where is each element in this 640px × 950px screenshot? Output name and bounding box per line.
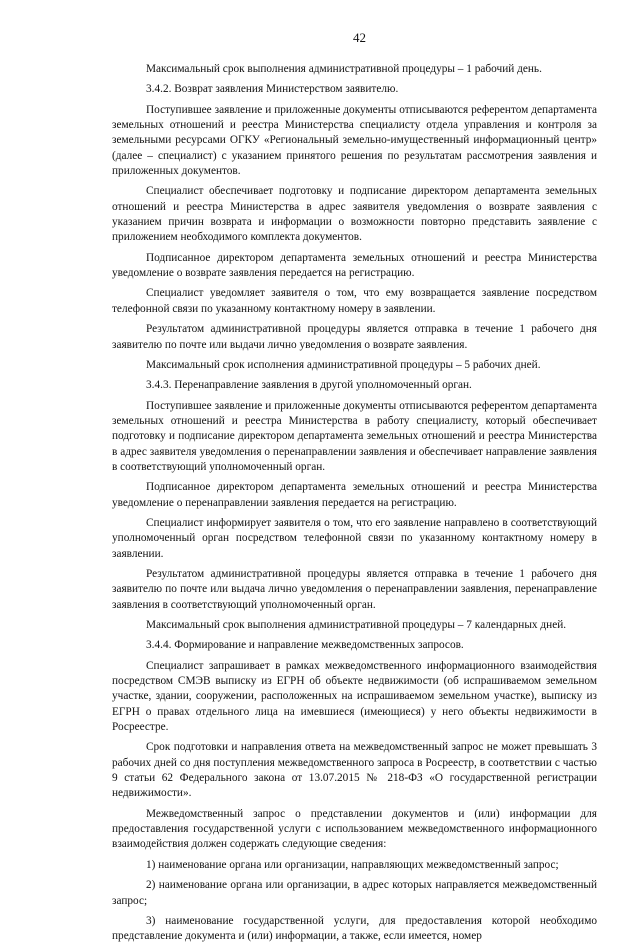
paragraph: Результатом административной процедуры является отправка в течение 1 рабочего дня заявителю по почте или выдачи лично уведомления о возврате заявления. — [112, 323, 597, 351]
section-heading-3-4-4: 3.4.4. Формирование и направление межведомственных запросов. — [146, 639, 464, 652]
list-item: 1) наименование органа или организации, направляющих межведомственный запрос; — [146, 858, 559, 871]
paragraph: Максимальный срок исполнения административной процедуры – 5 рабочих дней. — [146, 358, 541, 371]
paragraph: Результатом административной процедуры является отправка в течение 1 рабочего дня заявителю по почте или выдача лично уведомления о перенаправлении заявления, перенаправление заявления в соответствующий уполномоченный орган. — [112, 567, 597, 611]
paragraph: Специалист обеспечивает подготовку и подписание директором департамента земельных отношений и реестра Министерства в адрес заявителя уведомления о возврате заявления с указанием причин возврата и информации о возможности повторно представить заявление с приложением необходимого комплекта документов. — [112, 185, 597, 244]
paragraph: Поступившее заявление и приложенные документы отписываются референтом департамента земельных отношений и реестра Министерства специалисту отдела управления и контроля за земельными ресурсами ОГКУ «Региональный земельно-имущественный информационный центр» (далее – специалист) с указанием принятого решения по результатам рассмотрения заявления и приложенных документов. — [112, 103, 597, 178]
section-heading-3-4-3: 3.4.3. Перенаправление заявления в другой уполномоченный орган. — [146, 379, 472, 392]
paragraph: Специалист уведомляет заявителя о том, что ему возвращается заявление посредством телефонной связи по указанному контактному номеру в заявлении. — [112, 287, 597, 315]
paragraph: Максимальный срок выполнения административной процедуры – 7 календарных дней. — [146, 619, 567, 631]
page-number: 42 — [353, 30, 366, 45]
paragraph: Специалист информирует заявителя о том, что его заявление направлено в соответствующий уполномоченный орган посредством телефонной связи по указанному контактному номеру в заявлении. — [112, 516, 597, 560]
paragraph: Подписанное директором департамента земельных отношений и реестра Министерства уведомление о возврате заявления передается на регистрацию. — [112, 251, 597, 280]
paragraph-max-term-1-day: Максимальный срок выполнения административной процедуры – 1 рабочий день. — [146, 63, 542, 75]
section-heading-3-4-2: 3.4.2. Возврат заявления Министерством заявителю. — [146, 83, 399, 96]
paragraph: Поступившее заявление и приложенные документы отписываются референтом департамента земельных отношений и реестра Министерства в работу специалисту, который обеспечивает подготовку и подписание директором департамента земельных отношений и реестра Министерства в адрес заявителя уведомления о перенаправлении заявления и обеспечивает направление заявления в соответствующий уполномоченный орган. — [112, 399, 597, 473]
paragraph: Межведомственный запрос о представлении документов и (или) информации для предоставления государственной услуги с использованием межведомственного информационного взаимодействия должен содержать следующие сведения: — [112, 807, 597, 851]
paragraph: Подписанное директором департамента земельных отношений и реестра Министерства уведомление о перенаправлении заявления передается на регистрацию. — [112, 481, 597, 509]
paragraph: Срок подготовки и направления ответа на межведомственный запрос не может превышать 3 рабочих дней со дня поступления межведомственного запроса в Росреестр, в соответствии с частью 9 статьи 62 Федерального закона от 13.07.2015 № 218-ФЗ «О государственной регистрации недвижимости». — [112, 741, 597, 800]
document-page — [112, 30, 597, 950]
list-item: 3) наименование государственной услуги, для предоставления которой необходимо представление документа и (или) информации, а также, если имеется, номер — [112, 914, 597, 943]
paragraph: Специалист запрашивает в рамках межведомственного информационного взаимодействия посредством СМЭВ выписку из ЕГРН об объекте недвижимости (об испрашиваемом земельном участке, здании, сооружении, расположенных на испрашиваемом земельном участке), выписку из ЕГРН о правах отдельного лица на имевшиеся (имеющиеся) у него объекты недвижимости в Росреестре. — [112, 659, 597, 734]
list-item: 2) наименование органа или организации, в адрес которых направляется межведомственный запрос; — [112, 879, 597, 907]
